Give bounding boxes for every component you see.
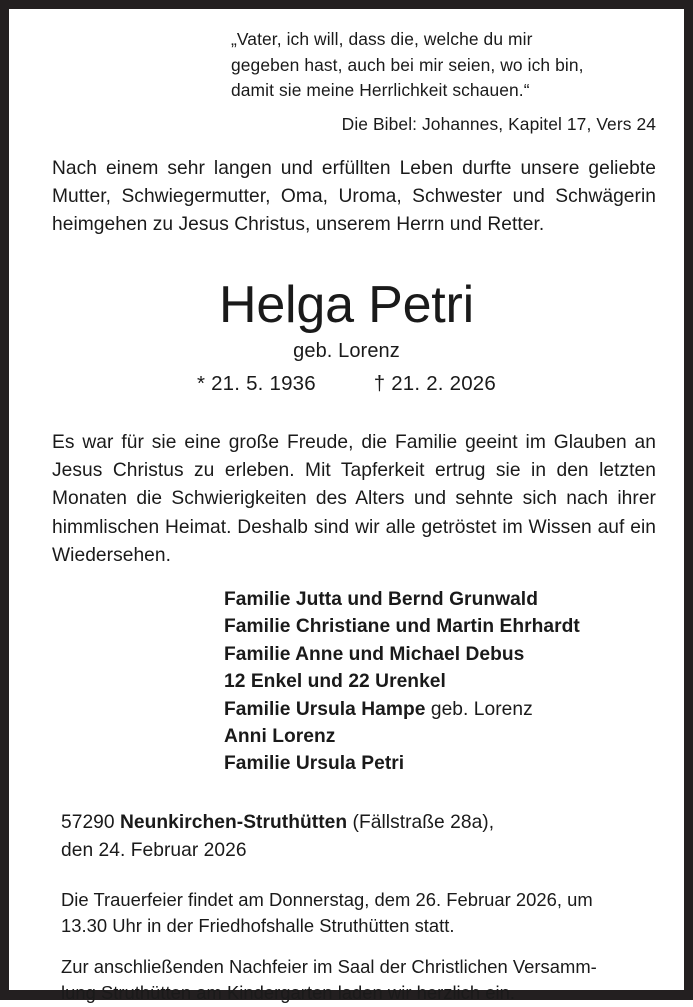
intro-paragraph: Nach einem sehr langen und erfüllten Leben durfte unsere geliebte Mutter, Schwiegermutter, Oma, Uroma, Schwester und Schwägerin heimgehen zu Jesus Christus, unserem Herrn und Retter. [52,158,656,236]
mourner-name: Familie Jutta und Bernd Grunwald [224,589,538,610]
mourners-list [224,586,664,778]
ceremony-paragraph [61,887,661,940]
list-item [224,668,664,695]
deceased-name-block [9,277,684,397]
mourner-suffix: geb. Lorenz [425,698,533,720]
scripture-line-3: damit sie meine Herrlichkeit schauen.“ [231,80,530,100]
mourner-name: Familie Christiane und Martin Ehrhardt [224,616,580,638]
reception-line-2: lung Struthütten am Kindergarten laden wir herzlich ein. [61,982,515,1004]
postal-code: 57290 [61,812,115,833]
mourner-name: Familie Ursula Petri [224,753,405,775]
birth-date: 21. 5. 1936 [211,372,316,395]
reception-paragraph [61,954,661,1007]
ceremony-line-1: Die Trauerfeier findet am Donnerstag, dem 26. Februar 2026, um [61,889,593,910]
list-item [224,613,664,640]
tribute-paragraph-container [52,429,656,570]
death-date: 21. 2. 2026 [391,372,496,395]
reception-line-1: Zur anschließenden Nachfeier im Saal der Christlichen Versamm- [61,955,597,977]
deceased-maiden-name: geb. Lorenz [293,340,400,362]
list-item [224,586,664,613]
obituary-sheet [9,9,684,1004]
birth-symbol: * [196,372,206,395]
mourner-name: Familie Anne und Michael Debus [224,643,525,665]
scripture-line-1: „Vater, ich will, dass die, welche du mir [231,29,533,49]
city-name: Neunkirchen-Struthütten [120,812,348,833]
mourner-name: 12 Enkel und 22 Urenkel [224,671,446,693]
service-details-block [61,887,661,1007]
list-item [224,750,664,777]
scripture-source: Die Bibel: Johannes, Kapitel 17, Vers 24 [341,113,656,134]
intro-paragraph-container [52,155,656,240]
mourner-name: Anni Lorenz [224,726,336,748]
list-item [224,723,664,750]
tribute-paragraph: Es war für sie eine große Freude, die Familie geeint im Glauben an Jesus Christus zu erleben. Mit Tapferkeit ertrug sie in den letzten Monaten die Schwierigkeiten des Alters und sehnte sich nach ihrer himmlischen Heimat. Deshalb sind wir alle getröstet im Wissen auf ein Wiedersehen. [52,432,656,566]
deceased-life-dates [9,371,684,397]
address-block [61,809,661,864]
death-symbol: † [373,372,386,395]
ceremony-line-2: 13.30 Uhr in der Friedhofshalle Struthütten statt. [61,915,455,937]
list-item [224,641,664,668]
list-item [224,696,664,723]
street-address: (Fällstraße 28a), [352,812,495,833]
scripture-line-2: gegeben hast, auch bei mir seien, wo ich bin, [231,54,584,75]
notice-date: den 24. Februar 2026 [61,839,247,861]
address-city-line [61,809,661,837]
scripture-quote-block [231,27,656,136]
mourner-name: Familie Ursula Hampe [224,698,426,720]
deceased-name: Helga Petri [218,276,475,334]
